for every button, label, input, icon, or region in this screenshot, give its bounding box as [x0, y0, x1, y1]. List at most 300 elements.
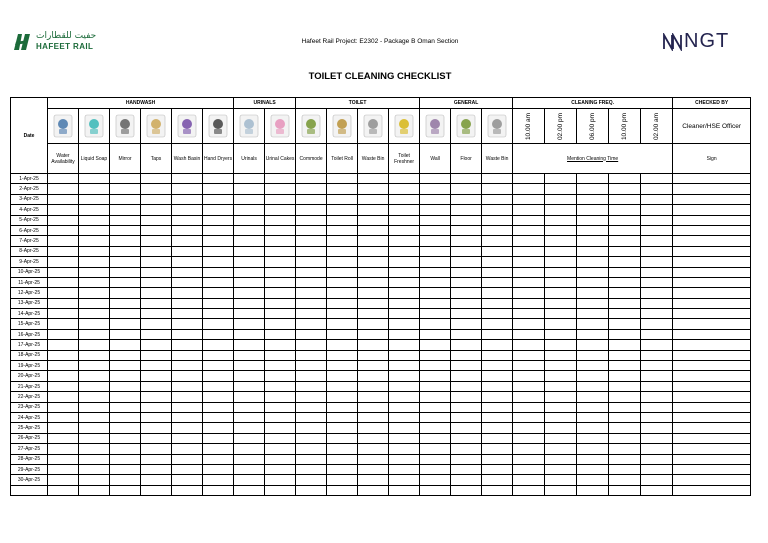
check-cell[interactable] [420, 412, 451, 422]
check-cell[interactable] [482, 361, 513, 371]
check-cell[interactable] [141, 309, 172, 319]
check-cell[interactable] [110, 277, 141, 287]
check-cell[interactable] [110, 194, 141, 204]
check-cell[interactable] [641, 194, 673, 204]
check-cell[interactable] [358, 464, 389, 474]
check-cell[interactable] [110, 423, 141, 433]
check-cell[interactable] [389, 371, 420, 381]
check-cell[interactable] [327, 267, 358, 277]
blank-cell[interactable] [79, 485, 110, 495]
check-cell[interactable] [327, 412, 358, 422]
blank-cell[interactable] [641, 485, 673, 495]
check-cell[interactable] [203, 423, 234, 433]
check-cell[interactable] [79, 174, 110, 184]
check-cell[interactable] [327, 205, 358, 215]
check-cell[interactable] [609, 236, 641, 246]
check-cell[interactable] [482, 236, 513, 246]
check-cell[interactable] [451, 464, 482, 474]
check-cell[interactable] [513, 309, 545, 319]
check-cell[interactable] [48, 288, 79, 298]
check-cell[interactable] [265, 246, 296, 256]
check-cell[interactable] [609, 454, 641, 464]
check-cell[interactable] [79, 392, 110, 402]
check-cell[interactable] [641, 257, 673, 267]
check-cell[interactable] [420, 454, 451, 464]
check-cell[interactable] [48, 340, 79, 350]
check-cell[interactable] [172, 309, 203, 319]
check-cell[interactable] [203, 215, 234, 225]
check-cell[interactable] [451, 361, 482, 371]
check-cell[interactable] [609, 350, 641, 360]
check-cell[interactable] [513, 267, 545, 277]
check-cell[interactable] [110, 205, 141, 215]
check-cell[interactable] [545, 319, 577, 329]
check-cell[interactable] [389, 319, 420, 329]
check-cell[interactable] [358, 288, 389, 298]
check-cell[interactable] [110, 215, 141, 225]
check-cell[interactable] [641, 444, 673, 454]
check-cell[interactable] [234, 246, 265, 256]
check-cell[interactable] [172, 298, 203, 308]
check-cell[interactable] [389, 267, 420, 277]
check-cell[interactable] [265, 392, 296, 402]
blank-cell[interactable] [265, 485, 296, 495]
check-cell[interactable] [110, 257, 141, 267]
check-cell[interactable] [296, 433, 327, 443]
check-cell[interactable] [420, 194, 451, 204]
check-cell[interactable] [265, 236, 296, 246]
blank-cell[interactable] [545, 485, 577, 495]
check-cell[interactable] [203, 361, 234, 371]
check-cell[interactable] [451, 184, 482, 194]
check-cell[interactable] [141, 184, 172, 194]
check-cell[interactable] [296, 298, 327, 308]
check-cell[interactable] [79, 464, 110, 474]
check-cell[interactable] [141, 371, 172, 381]
check-cell[interactable] [358, 215, 389, 225]
check-cell[interactable] [141, 361, 172, 371]
check-cell[interactable] [296, 246, 327, 256]
blank-cell[interactable] [451, 485, 482, 495]
check-cell[interactable] [141, 225, 172, 235]
check-cell[interactable] [389, 246, 420, 256]
check-cell[interactable] [234, 350, 265, 360]
check-cell[interactable] [172, 184, 203, 194]
check-cell[interactable] [172, 340, 203, 350]
check-cell[interactable] [327, 174, 358, 184]
check-cell[interactable] [358, 433, 389, 443]
check-cell[interactable] [389, 225, 420, 235]
check-cell[interactable] [141, 288, 172, 298]
check-cell[interactable] [48, 475, 79, 485]
check-cell[interactable] [234, 205, 265, 215]
check-cell[interactable] [79, 309, 110, 319]
check-cell[interactable] [451, 371, 482, 381]
check-cell[interactable] [482, 412, 513, 422]
check-cell[interactable] [141, 454, 172, 464]
check-cell[interactable] [673, 444, 751, 454]
check-cell[interactable] [482, 433, 513, 443]
check-cell[interactable] [673, 340, 751, 350]
check-cell[interactable] [609, 329, 641, 339]
check-cell[interactable] [513, 361, 545, 371]
blank-cell[interactable] [577, 485, 609, 495]
check-cell[interactable] [577, 184, 609, 194]
check-cell[interactable] [577, 205, 609, 215]
check-cell[interactable] [673, 236, 751, 246]
check-cell[interactable] [482, 194, 513, 204]
check-cell[interactable] [673, 184, 751, 194]
check-cell[interactable] [110, 361, 141, 371]
check-cell[interactable] [296, 225, 327, 235]
check-cell[interactable] [48, 225, 79, 235]
check-cell[interactable] [389, 298, 420, 308]
check-cell[interactable] [327, 298, 358, 308]
check-cell[interactable] [545, 205, 577, 215]
check-cell[interactable] [358, 329, 389, 339]
check-cell[interactable] [451, 423, 482, 433]
check-cell[interactable] [641, 298, 673, 308]
check-cell[interactable] [482, 402, 513, 412]
check-cell[interactable] [296, 288, 327, 298]
check-cell[interactable] [389, 412, 420, 422]
check-cell[interactable] [545, 475, 577, 485]
check-cell[interactable] [172, 257, 203, 267]
check-cell[interactable] [79, 444, 110, 454]
check-cell[interactable] [673, 433, 751, 443]
check-cell[interactable] [358, 444, 389, 454]
check-cell[interactable] [172, 454, 203, 464]
check-cell[interactable] [641, 236, 673, 246]
check-cell[interactable] [513, 184, 545, 194]
check-cell[interactable] [673, 350, 751, 360]
check-cell[interactable] [358, 412, 389, 422]
check-cell[interactable] [577, 309, 609, 319]
check-cell[interactable] [513, 205, 545, 215]
check-cell[interactable] [358, 309, 389, 319]
check-cell[interactable] [79, 205, 110, 215]
check-cell[interactable] [203, 329, 234, 339]
check-cell[interactable] [327, 288, 358, 298]
check-cell[interactable] [389, 340, 420, 350]
blank-cell[interactable] [234, 485, 265, 495]
check-cell[interactable] [265, 412, 296, 422]
check-cell[interactable] [358, 174, 389, 184]
check-cell[interactable] [48, 184, 79, 194]
check-cell[interactable] [482, 423, 513, 433]
check-cell[interactable] [110, 381, 141, 391]
check-cell[interactable] [234, 402, 265, 412]
check-cell[interactable] [545, 464, 577, 474]
check-cell[interactable] [545, 215, 577, 225]
check-cell[interactable] [609, 319, 641, 329]
check-cell[interactable] [673, 475, 751, 485]
check-cell[interactable] [482, 257, 513, 267]
check-cell[interactable] [513, 350, 545, 360]
check-cell[interactable] [327, 194, 358, 204]
check-cell[interactable] [641, 350, 673, 360]
check-cell[interactable] [482, 350, 513, 360]
check-cell[interactable] [265, 277, 296, 287]
check-cell[interactable] [482, 277, 513, 287]
check-cell[interactable] [141, 412, 172, 422]
check-cell[interactable] [673, 298, 751, 308]
check-cell[interactable] [609, 277, 641, 287]
check-cell[interactable] [545, 267, 577, 277]
check-cell[interactable] [641, 205, 673, 215]
check-cell[interactable] [641, 215, 673, 225]
check-cell[interactable] [327, 381, 358, 391]
check-cell[interactable] [203, 402, 234, 412]
check-cell[interactable] [513, 464, 545, 474]
check-cell[interactable] [203, 444, 234, 454]
check-cell[interactable] [327, 236, 358, 246]
check-cell[interactable] [203, 340, 234, 350]
check-cell[interactable] [673, 402, 751, 412]
check-cell[interactable] [327, 215, 358, 225]
check-cell[interactable] [545, 225, 577, 235]
check-cell[interactable] [172, 174, 203, 184]
check-cell[interactable] [609, 392, 641, 402]
check-cell[interactable] [358, 184, 389, 194]
check-cell[interactable] [358, 298, 389, 308]
check-cell[interactable] [389, 257, 420, 267]
check-cell[interactable] [327, 340, 358, 350]
check-cell[interactable] [48, 257, 79, 267]
check-cell[interactable] [513, 236, 545, 246]
check-cell[interactable] [451, 350, 482, 360]
check-cell[interactable] [577, 298, 609, 308]
check-cell[interactable] [327, 454, 358, 464]
check-cell[interactable] [234, 298, 265, 308]
check-cell[interactable] [141, 205, 172, 215]
check-cell[interactable] [141, 350, 172, 360]
check-cell[interactable] [673, 215, 751, 225]
check-cell[interactable] [265, 215, 296, 225]
check-cell[interactable] [513, 298, 545, 308]
check-cell[interactable] [420, 361, 451, 371]
check-cell[interactable] [451, 412, 482, 422]
check-cell[interactable] [327, 392, 358, 402]
check-cell[interactable] [265, 298, 296, 308]
check-cell[interactable] [79, 361, 110, 371]
check-cell[interactable] [641, 184, 673, 194]
check-cell[interactable] [141, 423, 172, 433]
check-cell[interactable] [110, 454, 141, 464]
check-cell[interactable] [609, 267, 641, 277]
check-cell[interactable] [389, 423, 420, 433]
check-cell[interactable] [79, 225, 110, 235]
check-cell[interactable] [110, 412, 141, 422]
check-cell[interactable] [296, 184, 327, 194]
check-cell[interactable] [482, 267, 513, 277]
check-cell[interactable] [451, 288, 482, 298]
check-cell[interactable] [296, 361, 327, 371]
check-cell[interactable] [265, 267, 296, 277]
check-cell[interactable] [110, 350, 141, 360]
check-cell[interactable] [420, 381, 451, 391]
check-cell[interactable] [358, 277, 389, 287]
check-cell[interactable] [203, 454, 234, 464]
check-cell[interactable] [265, 444, 296, 454]
check-cell[interactable] [141, 277, 172, 287]
check-cell[interactable] [482, 475, 513, 485]
check-cell[interactable] [327, 257, 358, 267]
check-cell[interactable] [234, 433, 265, 443]
check-cell[interactable] [172, 215, 203, 225]
check-cell[interactable] [203, 433, 234, 443]
check-cell[interactable] [203, 174, 234, 184]
check-cell[interactable] [234, 340, 265, 350]
check-cell[interactable] [513, 444, 545, 454]
check-cell[interactable] [641, 381, 673, 391]
check-cell[interactable] [545, 329, 577, 339]
check-cell[interactable] [673, 464, 751, 474]
check-cell[interactable] [234, 267, 265, 277]
check-cell[interactable] [673, 309, 751, 319]
check-cell[interactable] [172, 267, 203, 277]
check-cell[interactable] [203, 288, 234, 298]
check-cell[interactable] [296, 402, 327, 412]
check-cell[interactable] [577, 329, 609, 339]
check-cell[interactable] [48, 298, 79, 308]
check-cell[interactable] [296, 205, 327, 215]
check-cell[interactable] [513, 319, 545, 329]
check-cell[interactable] [482, 381, 513, 391]
check-cell[interactable] [172, 475, 203, 485]
check-cell[interactable] [545, 236, 577, 246]
check-cell[interactable] [203, 257, 234, 267]
check-cell[interactable] [327, 402, 358, 412]
check-cell[interactable] [327, 475, 358, 485]
check-cell[interactable] [609, 309, 641, 319]
check-cell[interactable] [609, 184, 641, 194]
check-cell[interactable] [673, 194, 751, 204]
check-cell[interactable] [420, 257, 451, 267]
check-cell[interactable] [296, 464, 327, 474]
check-cell[interactable] [358, 236, 389, 246]
check-cell[interactable] [389, 215, 420, 225]
check-cell[interactable] [389, 464, 420, 474]
check-cell[interactable] [482, 319, 513, 329]
check-cell[interactable] [482, 288, 513, 298]
check-cell[interactable] [641, 309, 673, 319]
check-cell[interactable] [172, 277, 203, 287]
check-cell[interactable] [641, 246, 673, 256]
check-cell[interactable] [234, 288, 265, 298]
blank-cell[interactable] [296, 485, 327, 495]
check-cell[interactable] [110, 444, 141, 454]
check-cell[interactable] [577, 319, 609, 329]
check-cell[interactable] [420, 298, 451, 308]
check-cell[interactable] [110, 371, 141, 381]
check-cell[interactable] [609, 215, 641, 225]
check-cell[interactable] [641, 423, 673, 433]
check-cell[interactable] [545, 412, 577, 422]
check-cell[interactable] [265, 361, 296, 371]
check-cell[interactable] [172, 225, 203, 235]
check-cell[interactable] [389, 174, 420, 184]
check-cell[interactable] [327, 350, 358, 360]
check-cell[interactable] [358, 194, 389, 204]
check-cell[interactable] [389, 184, 420, 194]
check-cell[interactable] [545, 174, 577, 184]
check-cell[interactable] [545, 433, 577, 443]
check-cell[interactable] [451, 444, 482, 454]
check-cell[interactable] [79, 402, 110, 412]
check-cell[interactable] [296, 381, 327, 391]
check-cell[interactable] [48, 444, 79, 454]
check-cell[interactable] [420, 371, 451, 381]
check-cell[interactable] [172, 288, 203, 298]
check-cell[interactable] [296, 340, 327, 350]
check-cell[interactable] [609, 361, 641, 371]
check-cell[interactable] [234, 423, 265, 433]
check-cell[interactable] [577, 215, 609, 225]
check-cell[interactable] [673, 329, 751, 339]
blank-cell[interactable] [141, 485, 172, 495]
check-cell[interactable] [577, 444, 609, 454]
check-cell[interactable] [482, 371, 513, 381]
check-cell[interactable] [172, 392, 203, 402]
blank-cell[interactable] [609, 485, 641, 495]
check-cell[interactable] [545, 402, 577, 412]
check-cell[interactable] [48, 246, 79, 256]
check-cell[interactable] [79, 381, 110, 391]
check-cell[interactable] [451, 340, 482, 350]
check-cell[interactable] [265, 454, 296, 464]
check-cell[interactable] [48, 371, 79, 381]
check-cell[interactable] [265, 309, 296, 319]
check-cell[interactable] [234, 412, 265, 422]
check-cell[interactable] [48, 454, 79, 464]
check-cell[interactable] [641, 392, 673, 402]
check-cell[interactable] [110, 475, 141, 485]
check-cell[interactable] [79, 433, 110, 443]
check-cell[interactable] [420, 475, 451, 485]
check-cell[interactable] [79, 215, 110, 225]
check-cell[interactable] [79, 194, 110, 204]
check-cell[interactable] [545, 392, 577, 402]
check-cell[interactable] [420, 174, 451, 184]
check-cell[interactable] [203, 298, 234, 308]
check-cell[interactable] [141, 329, 172, 339]
check-cell[interactable] [482, 444, 513, 454]
check-cell[interactable] [234, 215, 265, 225]
check-cell[interactable] [420, 236, 451, 246]
check-cell[interactable] [79, 257, 110, 267]
check-cell[interactable] [358, 319, 389, 329]
check-cell[interactable] [48, 277, 79, 287]
check-cell[interactable] [48, 329, 79, 339]
check-cell[interactable] [451, 257, 482, 267]
check-cell[interactable] [327, 184, 358, 194]
check-cell[interactable] [673, 423, 751, 433]
check-cell[interactable] [673, 412, 751, 422]
check-cell[interactable] [327, 246, 358, 256]
check-cell[interactable] [545, 371, 577, 381]
check-cell[interactable] [110, 236, 141, 246]
check-cell[interactable] [48, 319, 79, 329]
check-cell[interactable] [451, 475, 482, 485]
check-cell[interactable] [482, 309, 513, 319]
check-cell[interactable] [79, 298, 110, 308]
check-cell[interactable] [296, 236, 327, 246]
check-cell[interactable] [577, 236, 609, 246]
check-cell[interactable] [358, 246, 389, 256]
check-cell[interactable] [172, 350, 203, 360]
check-cell[interactable] [673, 319, 751, 329]
